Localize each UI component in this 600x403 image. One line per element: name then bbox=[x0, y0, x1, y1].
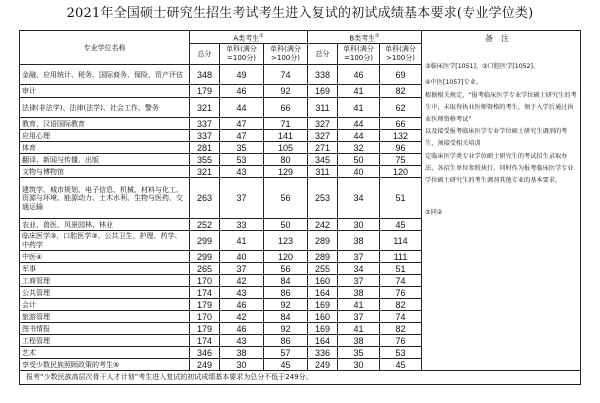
major-name: 工商管理 bbox=[20, 275, 190, 287]
b-score-cell: 327 bbox=[308, 118, 338, 130]
b-score-cell: 53 bbox=[380, 347, 422, 359]
a-score-cell: 179 bbox=[190, 323, 220, 335]
b-score-cell: 82 bbox=[380, 323, 422, 335]
note-text: ④中医[1057]专业。 bbox=[425, 79, 483, 87]
a-score-cell: 56 bbox=[264, 178, 308, 219]
a-score-cell: 33 bbox=[220, 219, 264, 231]
major-name: 军事 bbox=[20, 263, 190, 275]
a-score-cell: 170 bbox=[190, 275, 220, 287]
b-score-cell: 120 bbox=[380, 166, 422, 178]
major-name: 享受少数民族照顾政策的考生⑤ bbox=[20, 359, 190, 371]
major-name: 中医④ bbox=[20, 251, 190, 263]
b-score-cell: 69 bbox=[380, 65, 422, 85]
b-score-cell: 311 bbox=[308, 166, 338, 178]
b-score-cell: 169 bbox=[308, 85, 338, 98]
footer-note: 报考“少数民族高层次骨干人才计划”考生进入复试的初试成绩基本要求为总分不低于249分。 bbox=[20, 371, 581, 385]
major-name: 教育、汉语国际教育 bbox=[20, 118, 190, 130]
a-score-cell: 86 bbox=[264, 335, 308, 347]
b-score-cell: 45 bbox=[380, 359, 422, 371]
b-score-cell: 41 bbox=[338, 98, 380, 118]
page-title: 2021年全国硕士研究生招生考试考生进入复试的初试成绩基本要求(专业学位类) bbox=[66, 6, 534, 21]
a-score-cell: 41 bbox=[220, 231, 264, 251]
b-score-cell: 32 bbox=[338, 142, 380, 154]
b-score-cell: 311 bbox=[308, 98, 338, 118]
major-name: 应用心理 bbox=[20, 130, 190, 142]
b-score-cell: 51 bbox=[380, 178, 422, 219]
a-score-cell: 346 bbox=[190, 347, 220, 359]
a-score-cell: 43 bbox=[220, 335, 264, 347]
b-score-cell: 111 bbox=[380, 251, 422, 263]
major-name: 农业、兽医、风景园林、林业 bbox=[20, 219, 190, 231]
b-single1-header: 单科(满分 =100分) bbox=[338, 44, 380, 65]
b-group-header: B类考生② bbox=[308, 31, 422, 44]
b-score-cell: 345 bbox=[308, 154, 338, 166]
b-score-cell: 82 bbox=[380, 299, 422, 311]
a-score-cell: 42 bbox=[220, 311, 264, 323]
b-score-cell: 74 bbox=[380, 311, 422, 323]
b-score-cell: 40 bbox=[338, 166, 380, 178]
b-score-cell: 62 bbox=[380, 98, 422, 118]
a-score-cell: 74 bbox=[264, 65, 308, 85]
a-score-cell: 35 bbox=[220, 142, 264, 154]
b-score-cell: 34 bbox=[338, 263, 380, 275]
a-score-cell: 46 bbox=[220, 299, 264, 311]
b-score-cell: 38 bbox=[338, 287, 380, 299]
b-score-cell: 76 bbox=[380, 335, 422, 347]
a-score-cell: 123 bbox=[264, 231, 308, 251]
notes-header: 备注 bbox=[485, 34, 518, 43]
a-score-cell: 46 bbox=[220, 85, 264, 98]
a-score-cell: 263 bbox=[190, 178, 220, 219]
b-score-cell: 271 bbox=[308, 142, 338, 154]
a-score-cell: 92 bbox=[264, 85, 308, 98]
a-score-cell: 299 bbox=[190, 251, 220, 263]
b-score-cell: 76 bbox=[380, 287, 422, 299]
b-score-cell: 46 bbox=[338, 65, 380, 85]
major-name: 旅游管理 bbox=[20, 311, 190, 323]
note-text: ③临床医学[1051]、③口腔医学[1052]。 bbox=[425, 63, 540, 71]
a-score-cell: 50 bbox=[264, 219, 308, 231]
b-score-cell: 51 bbox=[380, 263, 422, 275]
b-score-cell: 37 bbox=[338, 275, 380, 287]
b-score-cell: 75 bbox=[380, 154, 422, 166]
note-text: 根据相关规定，“报考临床医学专业学位硕士研究生的考生中，未取得执业医师资格的考生，须于入学后通过执业医师资格考试” bbox=[425, 91, 577, 124]
b-score-cell: 114 bbox=[380, 231, 422, 251]
a-score-cell: 265 bbox=[190, 263, 220, 275]
b-score-cell: 289 bbox=[308, 251, 338, 263]
b-score-cell: 44 bbox=[338, 118, 380, 130]
b-score-cell: 255 bbox=[308, 263, 338, 275]
note-text: 以及接受报考临床医学专业学位硕士研究生调剂的考生，须接受相关培训 bbox=[425, 128, 568, 148]
b-score-cell: 336 bbox=[308, 347, 338, 359]
a-score-cell: 38 bbox=[220, 347, 264, 359]
a-score-cell: 129 bbox=[264, 166, 308, 178]
major-name: 临床医学③、口腔医学③、公共卫生、护理、药学、中药学 bbox=[20, 231, 190, 251]
b-score-cell: 41 bbox=[338, 85, 380, 98]
major-name: 翻译、新闻与传播、出版 bbox=[20, 154, 190, 166]
b-score-cell: 34 bbox=[338, 178, 380, 219]
a-score-cell: 45 bbox=[264, 359, 308, 371]
b-score-cell: 41 bbox=[338, 299, 380, 311]
major-name: 工程管理 bbox=[20, 335, 190, 347]
a-score-cell: 252 bbox=[190, 219, 220, 231]
major-name: 艺术 bbox=[20, 347, 190, 359]
a-score-cell: 174 bbox=[190, 335, 220, 347]
a-total-header: 总分 bbox=[190, 44, 220, 65]
score-table bbox=[19, 30, 581, 385]
a-score-cell: 84 bbox=[264, 311, 308, 323]
a-score-cell: 174 bbox=[190, 287, 220, 299]
b-score-cell: 37 bbox=[338, 251, 380, 263]
a-score-cell: 30 bbox=[220, 359, 264, 371]
b-score-cell: 327 bbox=[308, 130, 338, 142]
b-score-cell: 249 bbox=[308, 359, 338, 371]
a-single2-header: 单科(满分 >100分) bbox=[264, 44, 308, 65]
b-score-cell: 132 bbox=[380, 130, 422, 142]
b-score-cell: 169 bbox=[308, 299, 338, 311]
a-score-cell: 37 bbox=[220, 263, 264, 275]
b-score-cell: 169 bbox=[308, 323, 338, 335]
a-score-cell: 355 bbox=[190, 154, 220, 166]
b-score-cell: 242 bbox=[308, 219, 338, 231]
b-score-cell: 50 bbox=[338, 154, 380, 166]
note-text: 定临床医学类专业学位硕士研究生的考试招生录取办法，各招生单位参照执行。同时作为报考临床医学专业学位硕士研究生的考生调剂其他专业的基本要求。 bbox=[425, 152, 574, 185]
major-header: 专业学位名称 bbox=[20, 31, 190, 65]
a-single1-header: 单科(满分 =100分) bbox=[220, 44, 264, 65]
a-score-cell: 337 bbox=[190, 130, 220, 142]
b-score-cell: 38 bbox=[338, 335, 380, 347]
major-name: 审计 bbox=[20, 85, 190, 98]
b-score-cell: 66 bbox=[380, 118, 422, 130]
a-score-cell: 71 bbox=[264, 118, 308, 130]
major-name: 体育 bbox=[20, 142, 190, 154]
major-name: 文物与博物馆 bbox=[20, 166, 190, 178]
b-score-cell: 160 bbox=[308, 311, 338, 323]
a-score-cell: 281 bbox=[190, 142, 220, 154]
b-score-cell: 164 bbox=[308, 335, 338, 347]
a-score-cell: 348 bbox=[190, 65, 220, 85]
b-score-cell: 160 bbox=[308, 275, 338, 287]
major-name: 图书情报 bbox=[20, 323, 190, 335]
footer-row bbox=[20, 371, 581, 385]
a-score-cell: 53 bbox=[220, 154, 264, 166]
major-name: 法律(非法学)、法律(法学)、社会工作、警务 bbox=[20, 98, 190, 118]
a-score-cell: 170 bbox=[190, 311, 220, 323]
a-score-cell: 92 bbox=[264, 299, 308, 311]
b-score-cell: 96 bbox=[380, 142, 422, 154]
a-score-cell: 337 bbox=[190, 118, 220, 130]
a-score-cell: 42 bbox=[220, 275, 264, 287]
a-score-cell: 105 bbox=[264, 142, 308, 154]
b-score-cell: 41 bbox=[338, 323, 380, 335]
b-score-cell: 82 bbox=[380, 85, 422, 98]
b-score-cell: 45 bbox=[380, 219, 422, 231]
b-score-cell: 74 bbox=[380, 275, 422, 287]
b-score-cell: 164 bbox=[308, 287, 338, 299]
b-score-cell: 38 bbox=[338, 231, 380, 251]
a-score-cell: 56 bbox=[264, 263, 308, 275]
a-score-cell: 92 bbox=[264, 323, 308, 335]
b-score-cell: 30 bbox=[338, 359, 380, 371]
a-score-cell: 44 bbox=[220, 98, 264, 118]
a-score-cell: 49 bbox=[220, 65, 264, 85]
b-score-cell: 30 bbox=[338, 219, 380, 231]
major-name: 金融、应用统计、税务、国际商务、保险、资产评估 bbox=[20, 65, 190, 85]
note-text: ⑤同② bbox=[425, 209, 443, 217]
a-score-cell: 179 bbox=[190, 299, 220, 311]
b-score-cell: 253 bbox=[308, 178, 338, 219]
notes-column bbox=[422, 31, 581, 371]
major-name: 公共管理 bbox=[20, 287, 190, 299]
a-score-cell: 57 bbox=[264, 347, 308, 359]
b-score-cell: 44 bbox=[338, 130, 380, 142]
a-score-cell: 84 bbox=[264, 275, 308, 287]
a-score-cell: 37 bbox=[220, 178, 264, 219]
a-score-cell: 47 bbox=[220, 118, 264, 130]
a-score-cell: 249 bbox=[190, 359, 220, 371]
b-total-header: 总分 bbox=[308, 44, 338, 65]
b-score-cell: 338 bbox=[308, 65, 338, 85]
a-score-cell: 43 bbox=[220, 166, 264, 178]
a-score-cell: 141 bbox=[264, 130, 308, 142]
a-score-cell: 86 bbox=[264, 287, 308, 299]
major-name: 建筑学、城市规划、电子信息、机械、材料与化工、资源与环境、能源动力、土木水利、生物与医药、交通运输 bbox=[20, 178, 190, 219]
b-score-cell: 35 bbox=[338, 347, 380, 359]
a-group-header: A类考生① bbox=[190, 31, 308, 44]
b-single2-header: 单科(满分 >100分) bbox=[380, 44, 422, 65]
a-score-cell: 120 bbox=[264, 251, 308, 263]
a-score-cell: 321 bbox=[190, 166, 220, 178]
major-name: 会计 bbox=[20, 299, 190, 311]
a-score-cell: 40 bbox=[220, 251, 264, 263]
a-score-cell: 321 bbox=[190, 98, 220, 118]
a-score-cell: 179 bbox=[190, 85, 220, 98]
b-score-cell: 289 bbox=[308, 231, 338, 251]
a-score-cell: 43 bbox=[220, 287, 264, 299]
a-score-cell: 299 bbox=[190, 231, 220, 251]
a-score-cell: 46 bbox=[220, 323, 264, 335]
a-score-cell: 47 bbox=[220, 130, 264, 142]
a-score-cell: 66 bbox=[264, 98, 308, 118]
a-score-cell: 80 bbox=[264, 154, 308, 166]
b-score-cell: 37 bbox=[338, 311, 380, 323]
